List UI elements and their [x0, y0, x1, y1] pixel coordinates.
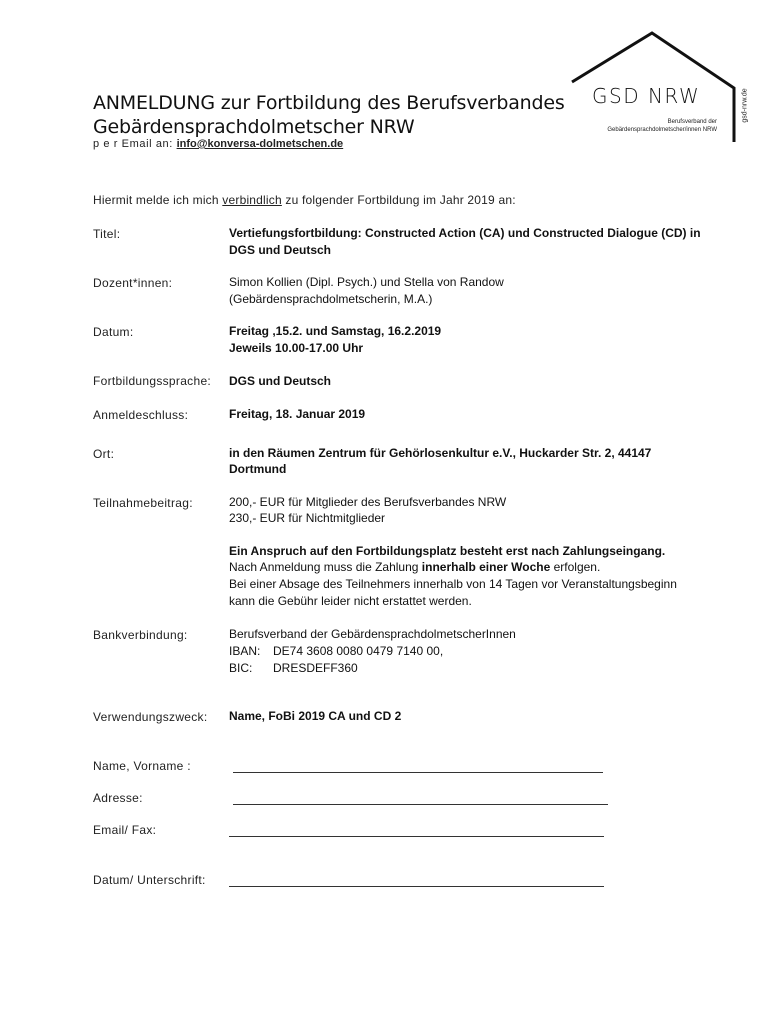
form-email-input[interactable]	[229, 836, 604, 837]
email-line	[93, 138, 343, 150]
intro-underlined: verbindlich	[222, 193, 282, 207]
intro-text	[93, 193, 516, 207]
pay-after: erfolgen.	[550, 560, 601, 574]
iban-label: IBAN:	[229, 644, 261, 658]
iban-value: DE74 3608 0080 0479 7140 00,	[273, 644, 444, 658]
ort-line2: Dortmund	[229, 462, 287, 476]
beitrag-cancel1: Bei einer Absage des Teilnehmers innerhalb von 14 Tagen vor Veranstaltungsbeginn	[229, 577, 677, 591]
dozent-line1: Simon Kollien (Dipl. Psych.) und Stella von Randow	[229, 275, 504, 289]
beitrag-line1: 200,- EUR für Mitglieder des Berufsverbandes NRW	[229, 495, 507, 509]
form-datum-label: Datum/ Unterschrift:	[93, 873, 206, 887]
form-email-label: Email/ Fax:	[93, 823, 157, 837]
bank-label: Bankverbindung:	[93, 628, 188, 642]
bic-value: DRESDEFF360	[273, 661, 358, 675]
zweck-label: Verwendungszweck:	[93, 710, 208, 724]
datum-label: Datum:	[93, 325, 134, 339]
sprache-value: DGS und Deutsch	[229, 374, 332, 388]
sprache-label: Fortbildungssprache:	[93, 374, 212, 388]
intro-before: Hiermit melde ich mich	[93, 193, 223, 207]
beitrag-cancel2: kann die Gebühr leider nicht erstattet werden.	[229, 594, 472, 608]
datum-line2: Jeweils 10.00-17.00 Uhr	[229, 341, 364, 355]
form-adresse-label: Adresse:	[93, 791, 143, 805]
logo-side-text: gsd-nrw.de	[741, 88, 749, 123]
form-adresse-input[interactable]	[233, 804, 608, 805]
beitrag-line2: 230,- EUR für Nichtmitglieder	[229, 511, 386, 525]
datum-line1: Freitag ,15.2. und Samstag, 16.2.2019	[229, 324, 442, 338]
page-title-line1: ANMELDUNG zur Fortbildung des Berufsverbandes	[93, 92, 565, 114]
page-title-line2: Gebärdensprachdolmetscher NRW	[93, 116, 415, 138]
bank-line1: Berufsverband der GebärdensprachdolmetscherInnen	[229, 627, 516, 641]
logo-name: GSD NRW	[592, 84, 701, 108]
zweck-value: Name, FoBi 2019 CA und CD 2	[229, 709, 402, 723]
logo-sub2: Gebärdensprachdolmetscher/innen NRW	[607, 127, 717, 133]
form-name-input[interactable]	[233, 772, 603, 773]
titel-label: Titel:	[93, 227, 121, 241]
email-prefix: p e r Email an:	[93, 138, 173, 150]
email-link[interactable]: info@konversa-dolmetschen.de	[176, 138, 344, 150]
beitrag-note: Ein Anspruch auf den Fortbildungsplatz besteht erst nach Zahlungseingang.	[229, 544, 666, 558]
beitrag-payment	[229, 559, 729, 576]
titel-value: Vertiefungsfortbildung: Constructed Action (CA) und Constructed Dialogue (CD) in DGS und Deutsch	[229, 226, 701, 257]
pay-before: Nach Anmeldung muss die Zahlung	[229, 560, 422, 574]
form-signature-input[interactable]	[229, 886, 604, 887]
form-name-label: Name, Vorname :	[93, 759, 191, 773]
bank-bic-row	[229, 660, 729, 677]
dozent-label: Dozent*innen:	[93, 276, 173, 290]
ort-line1: in den Räumen Zentrum für Gehörlosenkultur e.V., Huckarder Str. 2, 44147	[229, 446, 652, 460]
intro-after: zu folgender Fortbildung im Jahr 2019 an:	[281, 193, 516, 207]
beitrag-label: Teilnahmebeitrag:	[93, 496, 193, 510]
schluss-value: Freitag, 18. Januar 2019	[229, 407, 366, 421]
logo-sub1: Berufsverband der	[667, 119, 717, 125]
dozent-line2: (Gebärdensprachdolmetscherin, M.A.)	[229, 292, 433, 306]
bank-iban-row	[229, 643, 729, 660]
pay-bold: innerhalb einer Woche	[421, 560, 551, 574]
ort-label: Ort:	[93, 447, 115, 461]
schluss-label: Anmeldeschluss:	[93, 408, 189, 422]
logo	[570, 30, 749, 145]
bic-label: BIC:	[229, 661, 253, 675]
